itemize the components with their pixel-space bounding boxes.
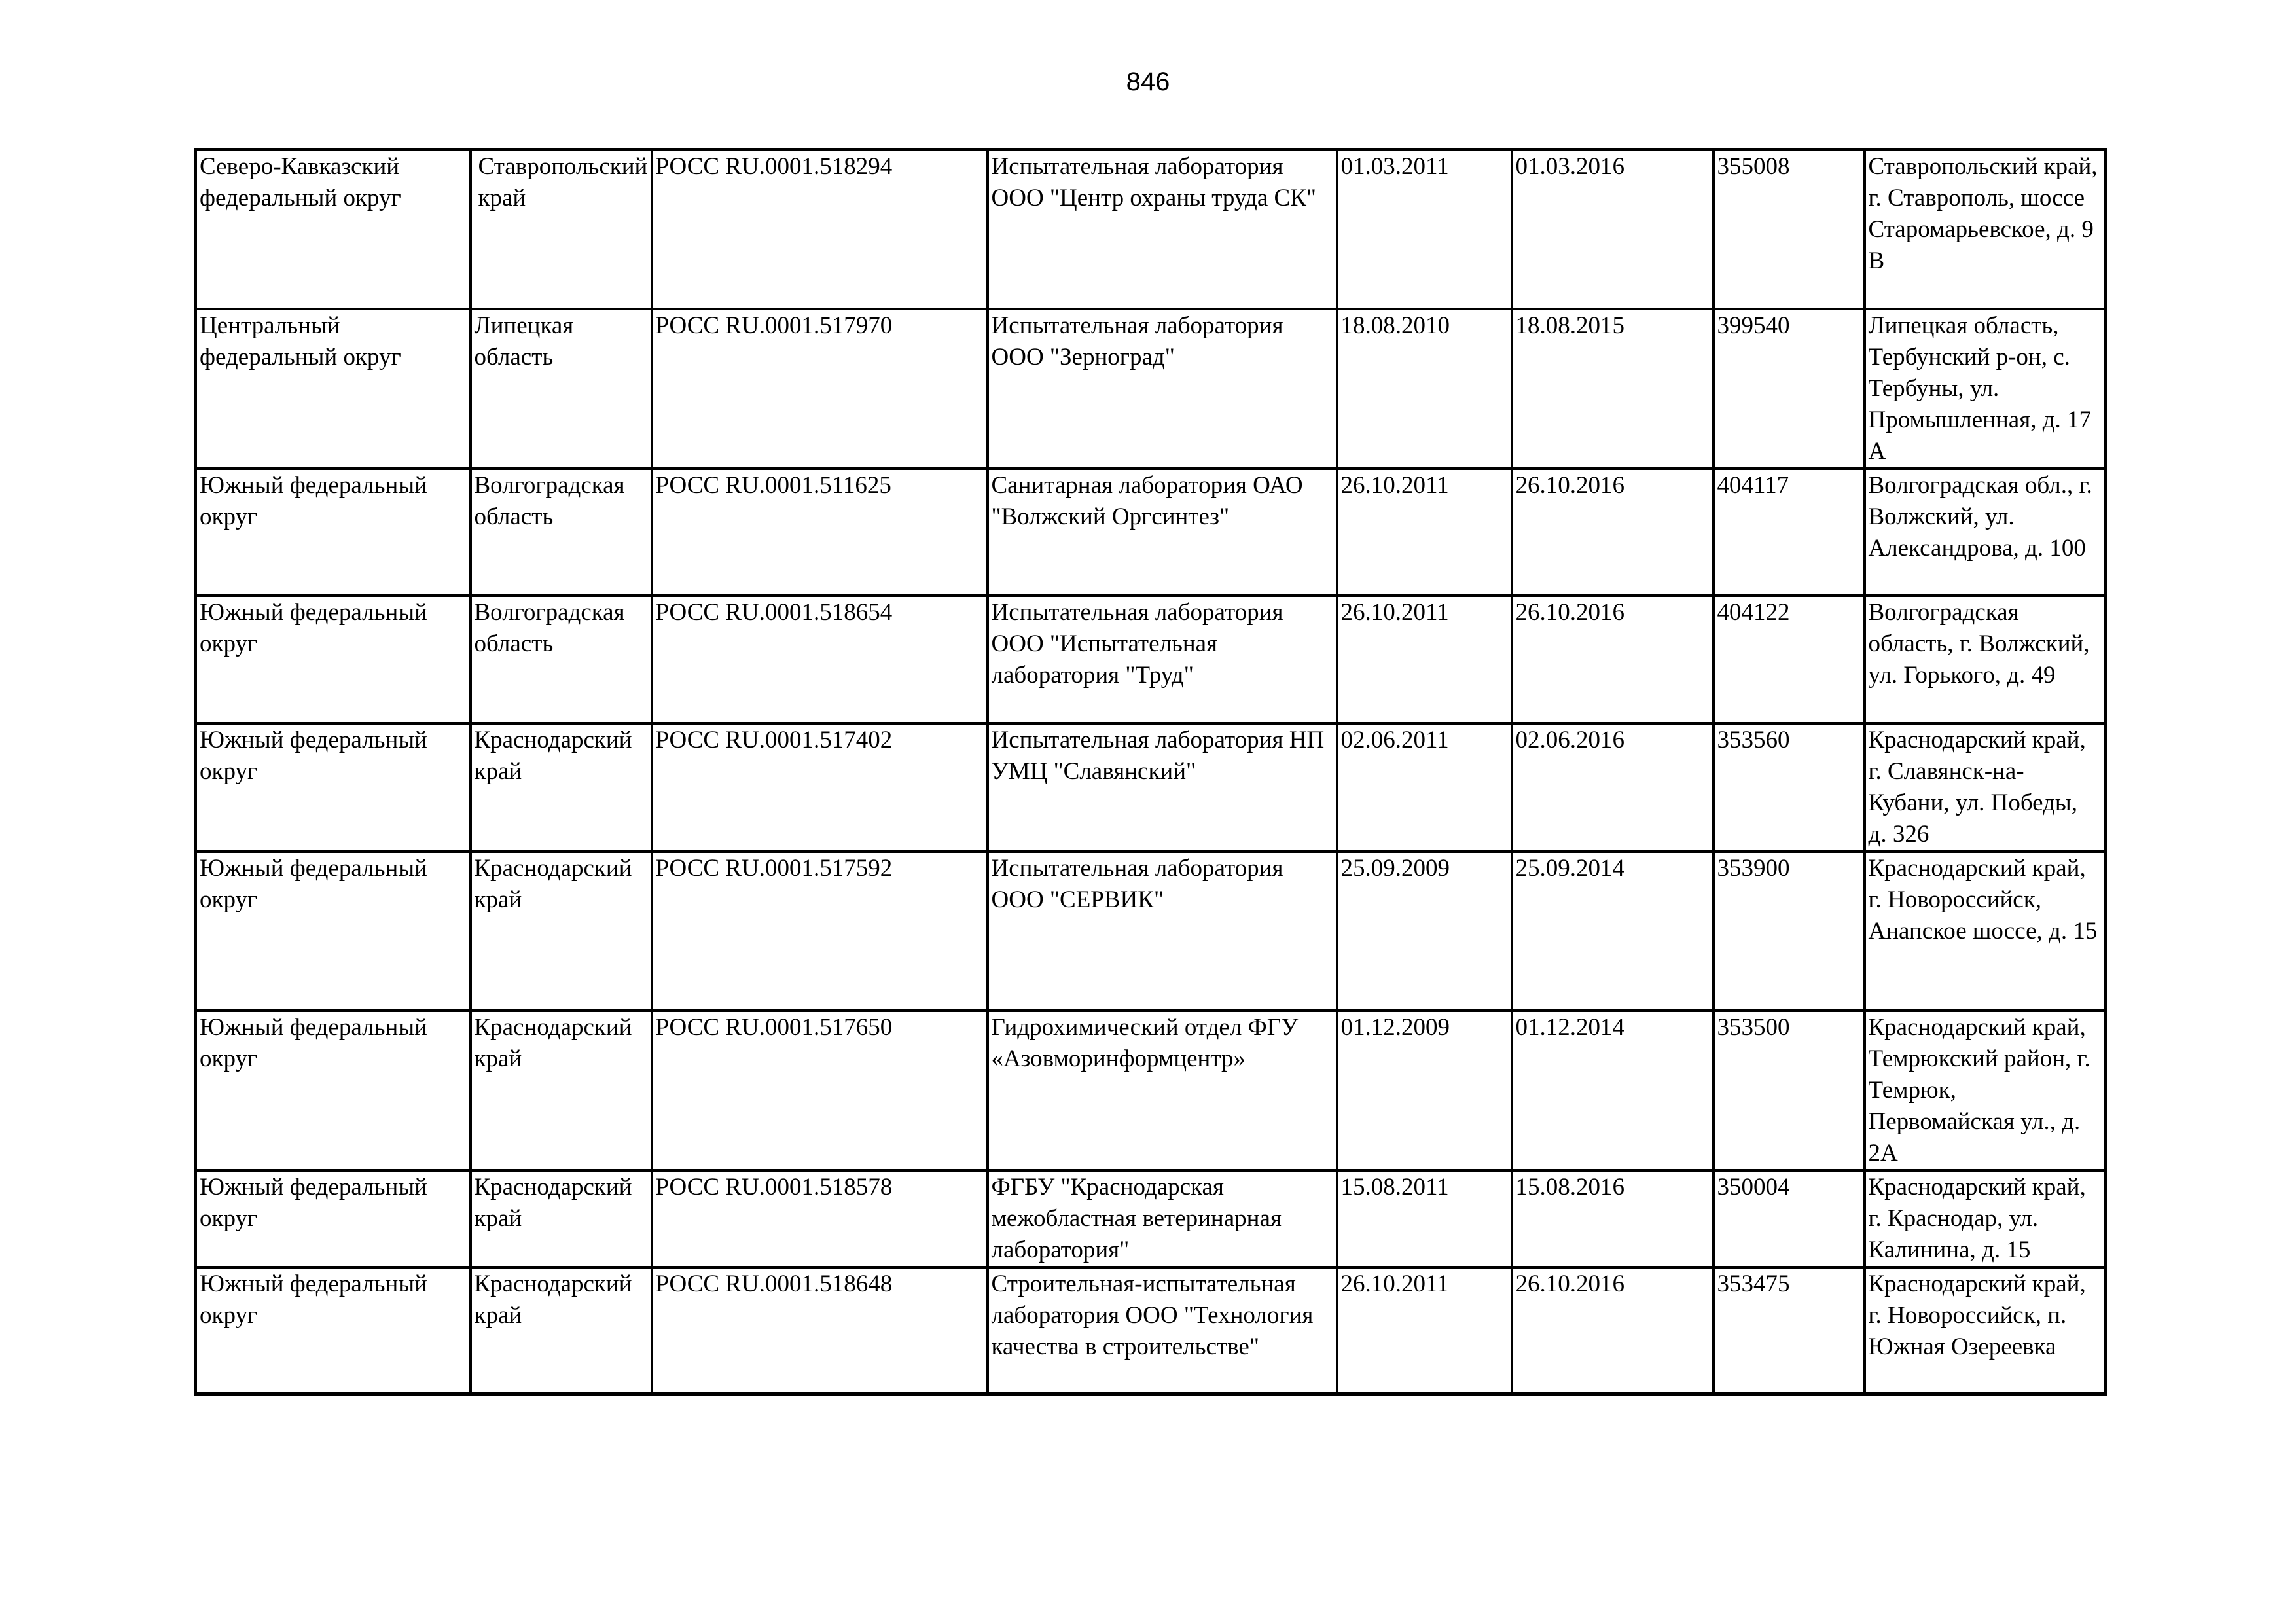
table-row <box>196 852 2106 1011</box>
district-cell: Южный федеральный округ <box>196 596 471 723</box>
accreditation-cell: РОСС RU.0001.517970 <box>652 309 988 469</box>
region-cell: Волгоградская область <box>471 596 652 723</box>
accreditation-cell: РОСС RU.0001.518648 <box>652 1267 988 1394</box>
date-from-cell: 26.10.2011 <box>1337 469 1512 596</box>
date-from-cell: 02.06.2011 <box>1337 723 1512 852</box>
postcode-cell: 353500 <box>1713 1011 1865 1170</box>
date-from-cell: 18.08.2010 <box>1337 309 1512 469</box>
page-number: 846 <box>1126 67 1170 96</box>
district-cell: Северо-Кавказский федеральный округ <box>196 150 471 309</box>
table-row <box>196 596 2106 723</box>
date-to-cell: 26.10.2016 <box>1512 469 1713 596</box>
postcode-cell: 404122 <box>1713 596 1865 723</box>
date-to-cell: 15.08.2016 <box>1512 1170 1713 1267</box>
address-cell: Краснодарский край, г. Краснодар, ул. Калинина, д. 15 <box>1865 1170 2106 1267</box>
table-row <box>196 723 2106 852</box>
postcode-cell: 355008 <box>1713 150 1865 309</box>
laboratory-cell: Санитарная лаборатория ОАО "Волжский Оргсинтез" <box>988 469 1337 596</box>
date-to-cell: 25.09.2014 <box>1512 852 1713 1011</box>
accreditation-cell: РОСС RU.0001.517592 <box>652 852 988 1011</box>
table-row <box>196 1170 2106 1267</box>
accreditation-cell: РОСС RU.0001.518654 <box>652 596 988 723</box>
address-cell: Ставропольский край, г. Ставрополь, шоссе Старомарьевское, д. 9 В <box>1865 150 2106 309</box>
accreditation-cell: РОСС RU.0001.511625 <box>652 469 988 596</box>
laboratory-cell: ФГБУ "Краснодарская межобластная ветеринарная лаборатория" <box>988 1170 1337 1267</box>
date-to-cell: 26.10.2016 <box>1512 596 1713 723</box>
accreditation-cell: РОСС RU.0001.517402 <box>652 723 988 852</box>
date-from-cell: 01.12.2009 <box>1337 1011 1512 1170</box>
region-cell: Липецкая область <box>471 309 652 469</box>
table-row <box>196 309 2106 469</box>
address-cell: Волгоградская область, г. Волжский, ул. Горького, д. 49 <box>1865 596 2106 723</box>
postcode-cell: 350004 <box>1713 1170 1865 1267</box>
postcode-cell: 353475 <box>1713 1267 1865 1394</box>
postcode-cell: 353900 <box>1713 852 1865 1011</box>
laboratory-cell: Строительная-испытательная лаборатория ООО "Технология качества в строительстве" <box>988 1267 1337 1394</box>
laboratory-cell: Испытательная лаборатория ООО "Зерноград" <box>988 309 1337 469</box>
address-cell: Краснодарский край, г. Новороссийск, п. Южная Озереевка <box>1865 1267 2106 1394</box>
region-cell: Волгоградская область <box>471 469 652 596</box>
district-cell: Южный федеральный округ <box>196 723 471 852</box>
laboratory-registry-table <box>194 148 2107 1396</box>
accreditation-cell: РОСС RU.0001.518294 <box>652 150 988 309</box>
date-from-cell: 25.09.2009 <box>1337 852 1512 1011</box>
table-row <box>196 150 2106 309</box>
date-from-cell: 26.10.2011 <box>1337 1267 1512 1394</box>
region-cell: Ставропольский край <box>471 150 652 309</box>
postcode-cell: 353560 <box>1713 723 1865 852</box>
laboratory-cell: Испытательная лаборатория НП УМЦ "Славянский" <box>988 723 1337 852</box>
region-cell: Краснодарский край <box>471 852 652 1011</box>
district-cell: Южный федеральный округ <box>196 852 471 1011</box>
postcode-cell: 399540 <box>1713 309 1865 469</box>
address-cell: Краснодарский край, Темрюкский район, г. Темрюк, Первомайская ул., д. 2А <box>1865 1011 2106 1170</box>
district-cell: Южный федеральный округ <box>196 1011 471 1170</box>
date-to-cell: 18.08.2015 <box>1512 309 1713 469</box>
address-cell: Волгоградская обл., г. Волжский, ул. Александрова, д. 100 <box>1865 469 2106 596</box>
district-cell: Южный федеральный округ <box>196 1267 471 1394</box>
date-to-cell: 01.03.2016 <box>1512 150 1713 309</box>
table-row <box>196 1267 2106 1394</box>
region-cell: Краснодарский край <box>471 1267 652 1394</box>
table-row <box>196 469 2106 596</box>
accreditation-cell: РОСС RU.0001.518578 <box>652 1170 988 1267</box>
region-cell: Краснодарский край <box>471 1011 652 1170</box>
date-to-cell: 26.10.2016 <box>1512 1267 1713 1394</box>
laboratory-cell: Испытательная лаборатория ООО "Центр охраны труда СК" <box>988 150 1337 309</box>
table-row <box>196 1011 2106 1170</box>
address-cell: Липецкая область, Тербунский р-он, с. Тербуны, ул. Промышленная, д. 17 А <box>1865 309 2106 469</box>
postcode-cell: 404117 <box>1713 469 1865 596</box>
date-from-cell: 15.08.2011 <box>1337 1170 1512 1267</box>
date-from-cell: 26.10.2011 <box>1337 596 1512 723</box>
laboratory-cell: Гидрохимический отдел ФГУ «Азовморинформцентр» <box>988 1011 1337 1170</box>
date-from-cell: 01.03.2011 <box>1337 150 1512 309</box>
date-to-cell: 02.06.2016 <box>1512 723 1713 852</box>
region-cell: Краснодарский край <box>471 723 652 852</box>
district-cell: Южный федеральный округ <box>196 469 471 596</box>
address-cell: Краснодарский край, г. Новороссийск, Анапское шоссе, д. 15 <box>1865 852 2106 1011</box>
accreditation-cell: РОСС RU.0001.517650 <box>652 1011 988 1170</box>
date-to-cell: 01.12.2014 <box>1512 1011 1713 1170</box>
district-cell: Южный федеральный округ <box>196 1170 471 1267</box>
region-cell: Краснодарский край <box>471 1170 652 1267</box>
district-cell: Центральный федеральный округ <box>196 309 471 469</box>
laboratory-cell: Испытательная лаборатория ООО "СЕРВИК" <box>988 852 1337 1011</box>
address-cell: Краснодарский край, г. Славянск-на-Кубани, ул. Победы, д. 326 <box>1865 723 2106 852</box>
laboratory-cell: Испытательная лаборатория ООО "Испытательная лаборатория "Труд" <box>988 596 1337 723</box>
